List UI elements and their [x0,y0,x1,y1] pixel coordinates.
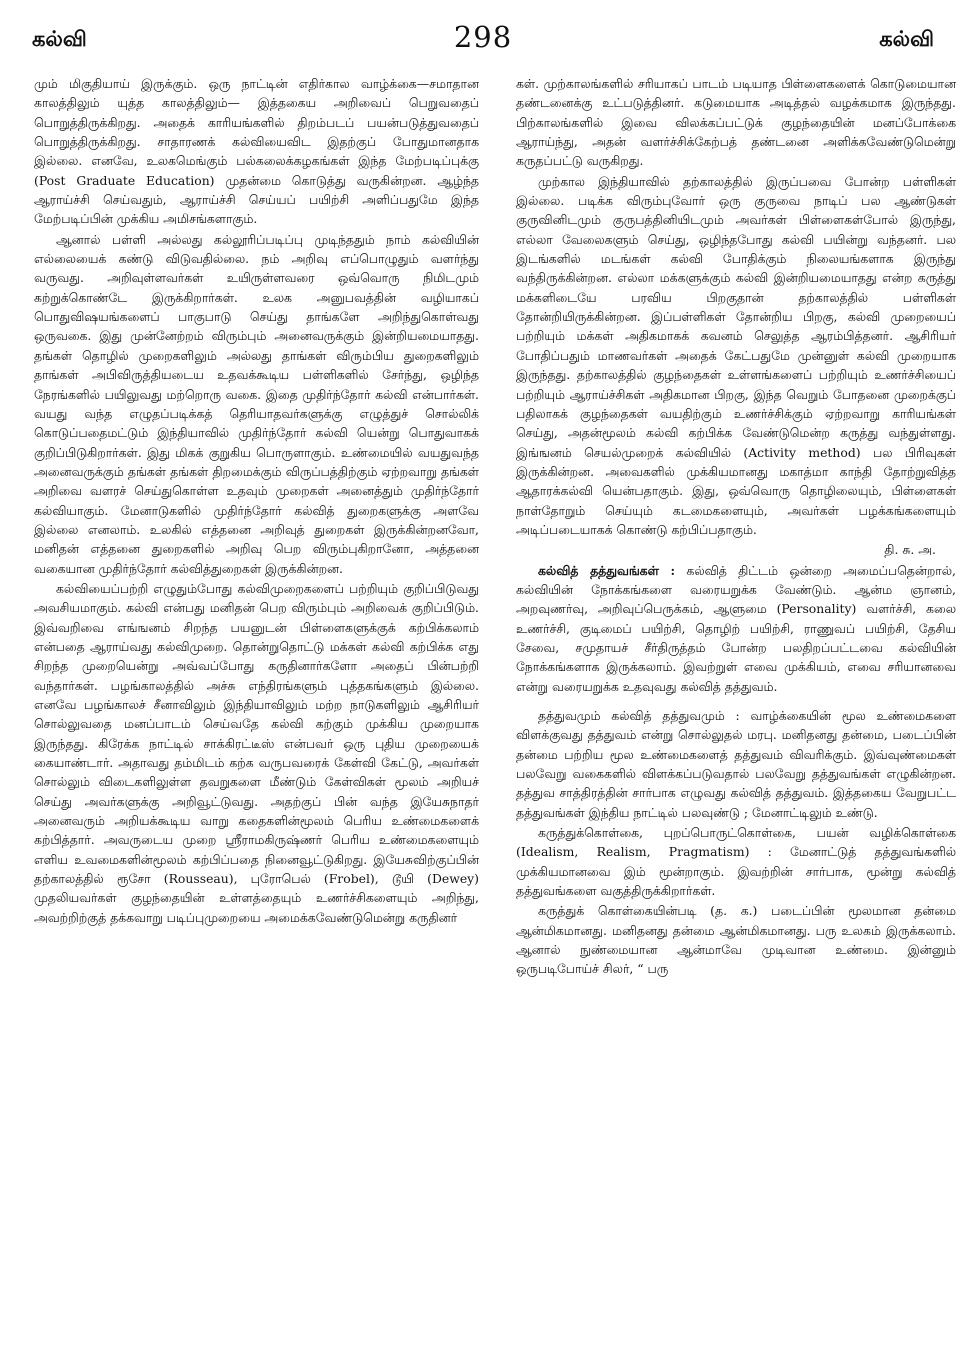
page-number: 298 [453,20,513,54]
section-heading: கல்வித் தத்துவங்கள் : [538,562,676,578]
left-column [34,74,479,1356]
paragraph: ஆனால் பள்ளி அல்லது கல்லூரிப்படிப்பு முடிந்ததும் நாம் கல்வியின் எல்லையைக் கண்டு விடுவதில்லை. நம் அறிவு எப்பொழுதும் வளர்ந்து வருவது. அறிவுள்ளவர்கள் உயிருள்ளவரை ஒவ்வொரு நிமிடமும் கற்றுக்கொண்டே இருக்கிறார்கள். உலக அனுபவத்தின் வழியாகப் பொதுவிஷயங்களைப் பாகுபாடு செய்து தாங்களே அறிந்துகொள்வது ஒருவகை. இது முன்னேற்றம் விரும்பும் அனைவருக்கும் இன்றியமையாதது. தங்கள் தொழில் முறைகளிலும் அல்லது தாங்கள் விரும்பிய துறைகளிலும் தாங்கள் அபிவிருத்தியடைய உதவக்கூடிய பள்ளிகளில் சேர்ந்து, ஒழிந்த நேரங்களில் பயிலுவது மற்றொரு வகை. இதை முதிர்ந்தோர் கல்வி என்பார்கள். வயது வந்த எழுதப்படிக்கத் தெரியாதவர்களுக்கு எழுத்துச் சொல்லிக் கொடுப்பதைமட்டும் இந்தியாவில் முதிர்ந்தோர் கல்வி யென்று பொதுவாகக் குறிப்பிடுகிறார்கள். இது மிகக் குறுகிய பொருளாகும். உண்மையில் வயதுவந்த அனைவருக்கும் தங்கள் தங்கள் திறமைக்கும் விருப்பத்திற்கும் ஏற்றவாறு தங்கள் அறிவை வளரச் செய்துகொள்ள உதவும் முறைகள் அனைத்தும் முதிர்ந்தோர் கல்வியாகும். மேனாடுகளில் முதிர்ந்தோர் கல்வித் துறைகளுக்கு அளவே இல்லை எனலாம். உலகில் எத்தனை அறிவுத் துறைகள் இருக்கின்றனவோ, மனிதன் எத்தனை துறைகளில் அறிவு பெற விரும்புகிறானோ, அத்தனை வகையான முதிர்ந்தோர் கல்வித்துறைகள் இருக்கின்றன. [34,231,479,576]
running-title-right: கல்வி [879,26,934,51]
paragraph: தத்துவமும் கல்வித் தத்துவமும் : வாழ்க்கையின் மூல உண்மைகளை விளக்குவது தத்துவம் என்று சொல்லுதல் மரபு. மனிதனது தன்மை, படைப்பின் தன்மை பற்றிய மூல உண்மைகளைத் தத்துவம் விவரிக்கும். இவ்வுண்மைகள் பலவேறு வகைகளில் விளக்கப்படுவதால் பலவேறு தத்துவங்கள் எழுகின்றன. தத்துவ சாத்திரத்தின் சார்பாக எழுவது கல்வித் தத்துவம். இத்தகைய வேறுபட்ட தத்துவங்கள் இந்திய நாட்டில் பலவுண்டு ; மேனாட்டிலும் உண்டு. [516,708,956,820]
paragraph: கல்வித் திட்டம் ஒன்றை அமைப்பதென்றால், கல்வியின் நோக்கங்களை வரையறுக்க வேண்டும். ஆன்ம ஞானம், அறவுணர்வு, அறிவுப்பெருக்கம், ஆளுமை (Personality) வளர்ச்சி, கலை உணர்ச்சி, குடிமைப் பயிற்சி, தொழிற் பயிற்சி, ராணுவப் பயிற்சி, தேசிய சேவை, சமுதாயச் சீர்திருத்தம் போன்ற பலதிறப்பட்டவை கல்வியின் நோக்கங்களாக இருக்கலாம். இவற்றுள் எவை முக்கியம், எவை சரியானவை என்று வரையறுக்க உதவுவது கல்வித் தத்துவம். [516,562,956,694]
author-initials: தி. சு. அ. [884,542,936,558]
paragraph: கல்வியைப்பற்றி எழுதும்போது கல்விமுறைகளைப் பற்றியும் குறிப்பிடுவது அவசியமாகும். கல்வி என்பது மனிதன் பெற விரும்பும் அறிவைக் குறிப்பிடும். இவ்வறிவை எங்ஙனம் சிறந்த பயனுடன் பிள்ளைகளுக்குக் கற்பிக்கலாம் என்பதை ஆராய்வது கல்விமுறை. தொன்றுதொட்டு மக்கள் கல்வி கற்பிக்க எது சிறந்த முறையென்று அவ்வப்போது கருதினார்களோ அதைப் பின்பற்றி வந்தார்கள். பழங்காலத்தில் அச்சு எந்திரங்களும் புத்தகங்களும் இல்லை. எனவே பழங்காலச் சீனாவிலும் இந்தியாவிலும் மற்ற நாடுகளிலும் ஆசிரியர் சொல்லுவதை மனப்பாடம் செய்வதே கல்வி கற்கும் முக்கிய முறையாக இருந்தது. கிரேக்க நாட்டில் சாக்கிரட்டீஸ் என்பவர் ஒரு புதிய முறையைக் கையாண்டார். அதாவது தம்மிடம் கற்க வருபவரைக் கேள்வி கேட்டு, அவர்கள் சொல்லும் விடைகளிலுள்ள தவறுகளை மீண்டும் கேள்விகள் மூலம் அறியச் செய்து அவர்களுக்கு அறிவூட்டுவது. அதற்குப் பின் வந்த இயேசுநாதர் அனைவரும் அறியக்கூடிய வாறு கதைகளின்மூலம் பெரிய உண்மைகளைக் கற்பித்தார். அவருடைய முறை ஸ்ரீராமகிருஷ்ணர் பெரிய உண்மைகளையும் எளிய உவமைகளின்மூலம் கற்பிப்பதை நினைவூட்டுகிறது. இயேசுவிற்குப்பின் தற்காலத்தில் ரூசோ (Rousseau), புரோபெல் (Frobel), டூயி (Dewey) முதலியவர்கள் குழந்தையின் உள்ளத்தையும் உணர்ச்சிகளையும் அறிந்து, அவற்றிற்குத் தக்கவாறு படிப்புமுறையை அமைக்கவேண்டுமென்று கருதினர் [34,580,479,925]
running-title-left: கல்வி [32,26,87,51]
paragraph: கள். முற்காலங்களில் சரியாகப் பாடம் படியாத பிள்ளைகளைக் கொடுமையான தண்டனைக்கு உட்படுத்தினர். கடுமையாக அடித்தல் வழக்கமாக இருந்தது. பிற்காலங்களில் இவை விலக்கப்பட்டுக் குழந்தையின் மனப்போக்கை ஆராய்ந்து, அதன் வளர்ச்சிக்கேற்பத் தண்டனை அளிக்கவேண்டுமென்று கருதப்பட்டு வருகிறது. [516,76,956,169]
paragraph: முற்கால இந்தியாவில் தற்காலத்தில் இருப்பவை போன்ற பள்ளிகள் இல்லை. படிக்க விரும்புவோர் ஒரு குருவை நாடிப் பல ஆண்டுகள் குருவினிடமும் குருபத்தினியிடமும் அவர்கள் பிள்ளைகள்போல் இருந்து, எல்லா வேலைகளும் செய்து, ஒழிந்தபோது கல்வி பயின்று வந்தனர். பல இடங்களில் மடங்கள் கல்வி போதிக்கும் நிலையங்களாக இருந்து வந்திருக்கின்றன. எல்லா மக்களுக்கும் கல்வி இன்றியமையாதது என்ற கருத்து மக்களிடையே பரவிய பிறகுதான் தற்காலத்தில் பள்ளிகள் தோன்றியிருக்கின்றன. இப்பள்ளிகள் தோன்றிய பிறகு, கல்வி முறையைப் பற்றியும் மக்கள் அதிகமாகக் கவனம் செலுத்த ஆரம்பித்தனர். ஆசிரியர் போதிப்பதும் மாணவர்கள் அதைக் கேட்பதுமே முன்னுள் கல்வி முறையாக இருந்தது. தற்காலத்தில் குழந்தைகள் உள்ளங்களைப் பற்றியும் உணர்ச்சியைப் பற்றியும் ஆராய்ச்சிகள் அதிகமான பிறகு, இந்த வெறும் போதனை முறைக்குப் பதிலாகக் குழந்தைகள் வயதிற்கும் உணர்ச்சிக்கும் ஏற்றவாறு காரியங்கள் செய்து, அதன்மூலம் கல்வி கற்பிக்க வேண்டுமென்ற கருத்து வந்துள்ளது. இங்ஙனம் செயல்முறைக் கல்வியில் (Activity method) பல பிரிவுகள் இருக்கின்றன. அவைகளில் முக்கியமானது மகாத்மா காந்தி தோற்றுவித்த ஆதாரக்கல்வி யென்பதாகும். இது, ஒவ்வொரு தொழிலையும், பிள்ளைகள் நாள்தோறும் செய்யும் கடமைகளையும், அவர்கள் பழக்கங்களையும் அடிப்படையாகக் கொண்டு கற்பிப்பதாகும். [516,173,956,537]
paragraph: மும் மிகுதியாய் இருக்கும். ஒரு நாட்டின் எதிர்கால வாழ்க்கை—சமாதான காலத்திலும் யுத்த காலத்திலும்— இத்தகைய அறிவைப் பெறுவதைப் பொறுத்திருக்கிறது. அதைக் காரியங்களில் திறம்படப் பயன்படுத்துவதைப் பொறுத்திருக்கிறது. சாதாரணக் கல்வியைவிட இதற்குப் போதுமானதாக இல்லை. எனவே, உலகமெங்கும் பல்கலைக்கழகங்கள் இந்த மேற்படிப்புக்கு (Post Graduate Education) முதன்மை கொடுத்து வருகின்றன. ஆழ்ந்த ஆராய்ச்சி செய்வதும், ஆராய்ச்சி செய்யப் பயிற்சி அளிப்பதுமே இந்த மேற்படிப்பின் முக்கிய அமிசங்களாகும். [34,76,479,227]
right-column [516,74,956,1356]
paragraph: கருத்துக் கொள்கையின்படி (த. க.) படைப்பின் மூலமான தன்மை ஆன்மிகமானது. மனிதனது தன்மை ஆன்மிகமானது. பரு உலகம் இருக்கலாம். ஆனால் நுண்மையான ஆன்மாவே முடிவான உண்மை. இன்னும் ஒருபடிபோய்ச் சிலர், “ பரு [516,903,956,977]
paragraph: கருத்துக்கொள்கை, புறப்பொருட்கொள்கை, பயன் வழிக்கொள்கை (Idealism, Realism, Pragmatism) : மேனாட்டுத் தத்துவங்களில் முக்கியமானவை இம் மூன்றாகும். இவற்றின் சார்பாக, மூன்று கல்வித் தத்துவங்களை வகுத்திருக்கிறார்கள். [516,825,956,899]
page-header [0,20,966,64]
